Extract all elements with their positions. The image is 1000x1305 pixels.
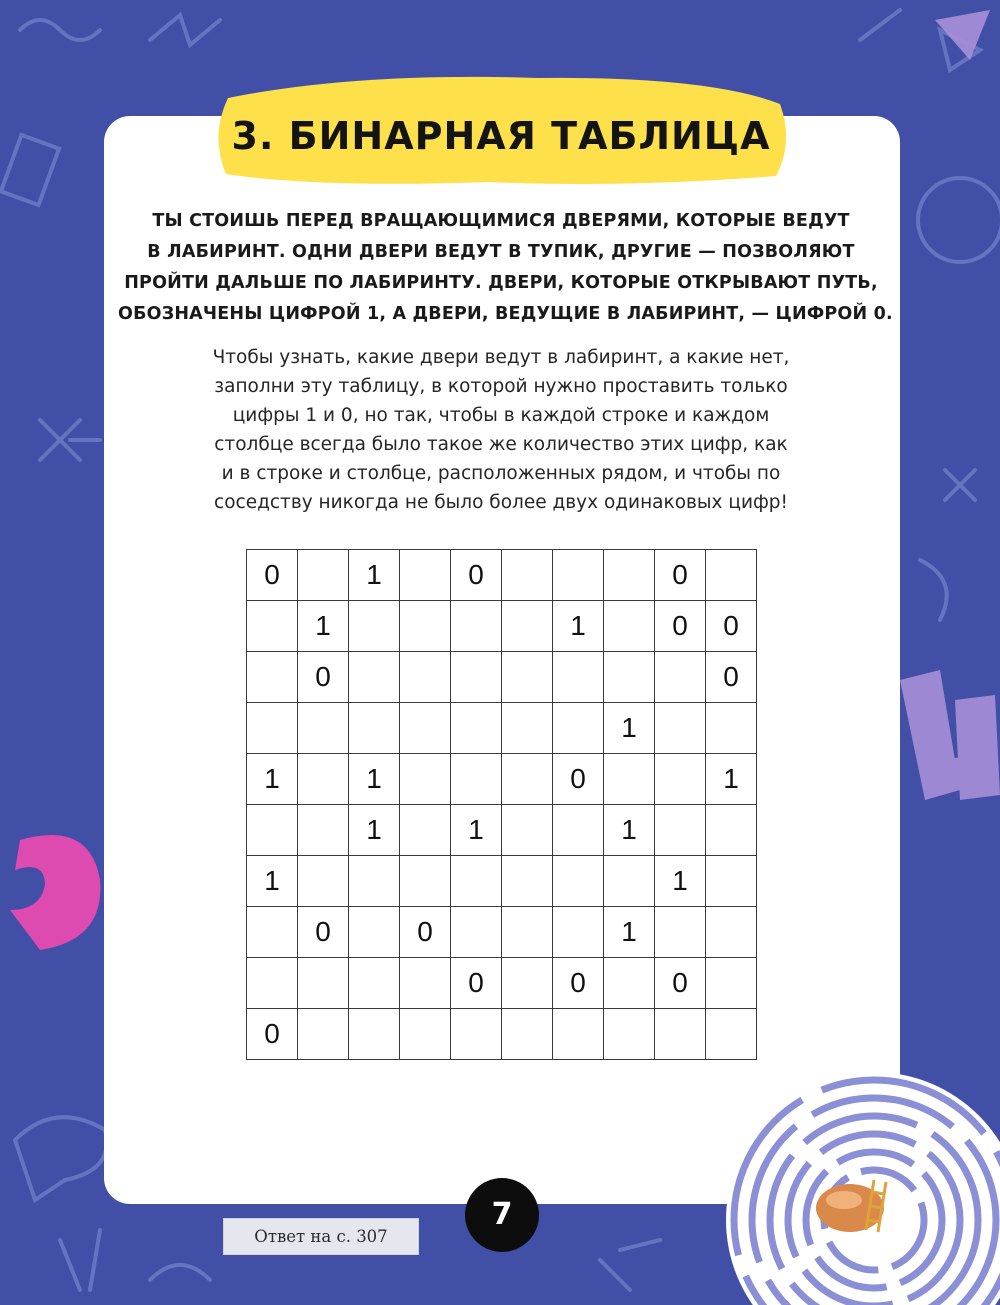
grid-row — [247, 703, 757, 754]
grid-row — [247, 550, 757, 601]
instruction-line: цифры 1 и 0, но так, чтобы в каждой строке и каждом — [232, 405, 770, 426]
grid-cell[interactable] — [247, 601, 298, 652]
grid-cell[interactable] — [502, 958, 553, 1009]
grid-cell[interactable] — [247, 805, 298, 856]
grid-cell[interactable] — [451, 856, 502, 907]
grid-cell[interactable] — [349, 1009, 400, 1060]
grid-cell[interactable]: 0 — [298, 652, 349, 703]
grid-cell[interactable] — [451, 652, 502, 703]
grid-cell[interactable] — [451, 601, 502, 652]
instruction-line: заполни эту таблицу, в которой нужно проставить только — [214, 376, 788, 397]
grid-cell[interactable] — [553, 907, 604, 958]
grid-cell[interactable] — [604, 550, 655, 601]
grid-cell[interactable] — [298, 550, 349, 601]
grid-cell[interactable] — [502, 550, 553, 601]
grid-cell[interactable]: 1 — [604, 805, 655, 856]
grid-cell[interactable] — [502, 1009, 553, 1060]
grid-cell[interactable] — [298, 958, 349, 1009]
grid-cell[interactable] — [706, 856, 757, 907]
grid-row — [247, 601, 757, 652]
instruction-line: и в строке и столбце, расположенных рядом, и чтобы по — [221, 463, 781, 484]
grid-cell[interactable]: 0 — [655, 601, 706, 652]
grid-cell[interactable]: 1 — [553, 601, 604, 652]
intro-line: ТЫ СТОИШЬ ПЕРЕД ВРАЩАЮЩИМИСЯ ДВЕРЯМИ, КОТОРЫЕ ВЕДУТ — [152, 211, 850, 231]
grid-cell[interactable] — [604, 958, 655, 1009]
grid-cell[interactable] — [400, 601, 451, 652]
grid-cell[interactable] — [451, 1009, 502, 1060]
grid-cell[interactable] — [247, 907, 298, 958]
grid-cell[interactable] — [298, 703, 349, 754]
grid-cell[interactable] — [553, 703, 604, 754]
instruction-text — [118, 343, 884, 517]
grid-cell[interactable] — [400, 1009, 451, 1060]
grid-cell[interactable] — [655, 805, 706, 856]
grid-cell[interactable] — [451, 754, 502, 805]
grid-row — [247, 652, 757, 703]
grid-cell[interactable] — [706, 550, 757, 601]
grid-cell[interactable]: 1 — [247, 856, 298, 907]
page-number: 7 — [465, 1178, 539, 1252]
grid-cell[interactable] — [298, 805, 349, 856]
grid-cell[interactable] — [604, 856, 655, 907]
grid-cell[interactable] — [553, 1009, 604, 1060]
grid-cell[interactable] — [400, 754, 451, 805]
grid-cell[interactable] — [502, 601, 553, 652]
grid-row — [247, 1009, 757, 1060]
grid-cell[interactable]: 1 — [655, 856, 706, 907]
grid-cell[interactable] — [553, 550, 604, 601]
grid-cell[interactable]: 0 — [655, 550, 706, 601]
grid-cell[interactable] — [706, 805, 757, 856]
grid-cell[interactable] — [706, 703, 757, 754]
grid-row — [247, 907, 757, 958]
grid-cell[interactable] — [502, 703, 553, 754]
grid-cell[interactable] — [298, 754, 349, 805]
grid-cell[interactable] — [502, 754, 553, 805]
grid-cell[interactable] — [349, 652, 400, 703]
grid-cell[interactable] — [502, 907, 553, 958]
grid-row — [247, 856, 757, 907]
instruction-line: Чтобы узнать, какие двери ведут в лабиринт, а какие нет, — [212, 347, 790, 368]
grid-cell[interactable] — [655, 754, 706, 805]
grid-cell[interactable] — [553, 652, 604, 703]
grid-cell[interactable] — [502, 805, 553, 856]
binary-puzzle-grid — [246, 549, 757, 1060]
grid-cell[interactable]: 0 — [706, 652, 757, 703]
grid-cell[interactable] — [400, 703, 451, 754]
grid-cell[interactable] — [655, 703, 706, 754]
grid-cell[interactable] — [604, 1009, 655, 1060]
grid-cell[interactable] — [604, 754, 655, 805]
grid-cell[interactable] — [502, 856, 553, 907]
grid-cell[interactable]: 0 — [706, 601, 757, 652]
grid-cell[interactable] — [604, 601, 655, 652]
grid-cell[interactable]: 0 — [451, 958, 502, 1009]
grid-cell[interactable] — [400, 652, 451, 703]
answer-reference: Ответ на с. 307 — [223, 1218, 419, 1255]
grid-cell[interactable]: 0 — [655, 958, 706, 1009]
grid-cell[interactable] — [451, 703, 502, 754]
grid-cell[interactable] — [553, 856, 604, 907]
grid-cell[interactable] — [451, 907, 502, 958]
grid-cell[interactable]: 0 — [553, 958, 604, 1009]
grid-cell[interactable] — [400, 856, 451, 907]
grid-cell[interactable] — [247, 703, 298, 754]
instruction-line: соседству никогда не было более двух одинаковых цифр! — [214, 492, 788, 513]
intro-text — [118, 206, 893, 330]
grid-cell[interactable] — [706, 1009, 757, 1060]
grid-cell[interactable]: 1 — [349, 805, 400, 856]
grid-cell[interactable] — [706, 958, 757, 1009]
grid-cell[interactable]: 1 — [604, 703, 655, 754]
grid-cell[interactable] — [247, 652, 298, 703]
grid-cell[interactable] — [349, 703, 400, 754]
grid-cell[interactable]: 1 — [247, 754, 298, 805]
grid-cell[interactable]: 1 — [451, 805, 502, 856]
grid-cell[interactable]: 0 — [451, 550, 502, 601]
grid-cell[interactable] — [553, 805, 604, 856]
grid-row — [247, 958, 757, 1009]
grid-cell[interactable] — [655, 1009, 706, 1060]
grid-cell[interactable] — [604, 652, 655, 703]
grid-row — [247, 805, 757, 856]
grid-cell[interactable] — [400, 805, 451, 856]
instruction-line: столбце всегда было такое же количество этих цифр, как — [214, 434, 788, 455]
grid-cell[interactable] — [349, 958, 400, 1009]
grid-cell[interactable] — [349, 907, 400, 958]
intro-line: ОБОЗНАЧЕНЫ ЦИФРОЙ 1, А ДВЕРИ, ВЕДУЩИЕ В ЛАБИРИНТ, — ЦИФРОЙ 0. — [118, 304, 893, 324]
grid-cell[interactable]: 1 — [706, 754, 757, 805]
intro-line: ПРОЙТИ ДАЛЬШЕ ПО ЛАБИРИНТУ. ДВЕРИ, КОТОРЫЕ ОТКРЫВАЮТ ПУТЬ, — [124, 273, 878, 293]
grid-cell[interactable] — [247, 958, 298, 1009]
grid-cell[interactable] — [349, 601, 400, 652]
grid-cell[interactable] — [502, 652, 553, 703]
grid-cell[interactable] — [298, 856, 349, 907]
grid-cell[interactable] — [655, 652, 706, 703]
grid-cell[interactable] — [655, 907, 706, 958]
page-title: 3. БИНАРНАЯ ТАБЛИЦА — [231, 114, 771, 158]
grid-row — [247, 754, 757, 805]
grid-cell[interactable]: 1 — [349, 754, 400, 805]
grid-cell[interactable]: 0 — [553, 754, 604, 805]
grid-cell[interactable] — [298, 1009, 349, 1060]
grid-cell[interactable]: 0 — [247, 550, 298, 601]
grid-cell[interactable] — [349, 856, 400, 907]
grid-cell[interactable]: 1 — [604, 907, 655, 958]
grid-cell[interactable] — [706, 907, 757, 958]
grid-cell[interactable]: 0 — [247, 1009, 298, 1060]
grid-cell[interactable] — [400, 958, 451, 1009]
intro-line: В ЛАБИРИНТ. ОДНИ ДВЕРИ ВЕДУТ В ТУПИК, ДРУГИЕ — ПОЗВОЛЯЮТ — [147, 242, 855, 262]
maze-illustration — [726, 1060, 1000, 1305]
grid-cell[interactable]: 1 — [349, 550, 400, 601]
grid-cell[interactable]: 0 — [298, 907, 349, 958]
grid-cell[interactable]: 1 — [298, 601, 349, 652]
grid-cell[interactable]: 0 — [400, 907, 451, 958]
grid-cell[interactable] — [400, 550, 451, 601]
